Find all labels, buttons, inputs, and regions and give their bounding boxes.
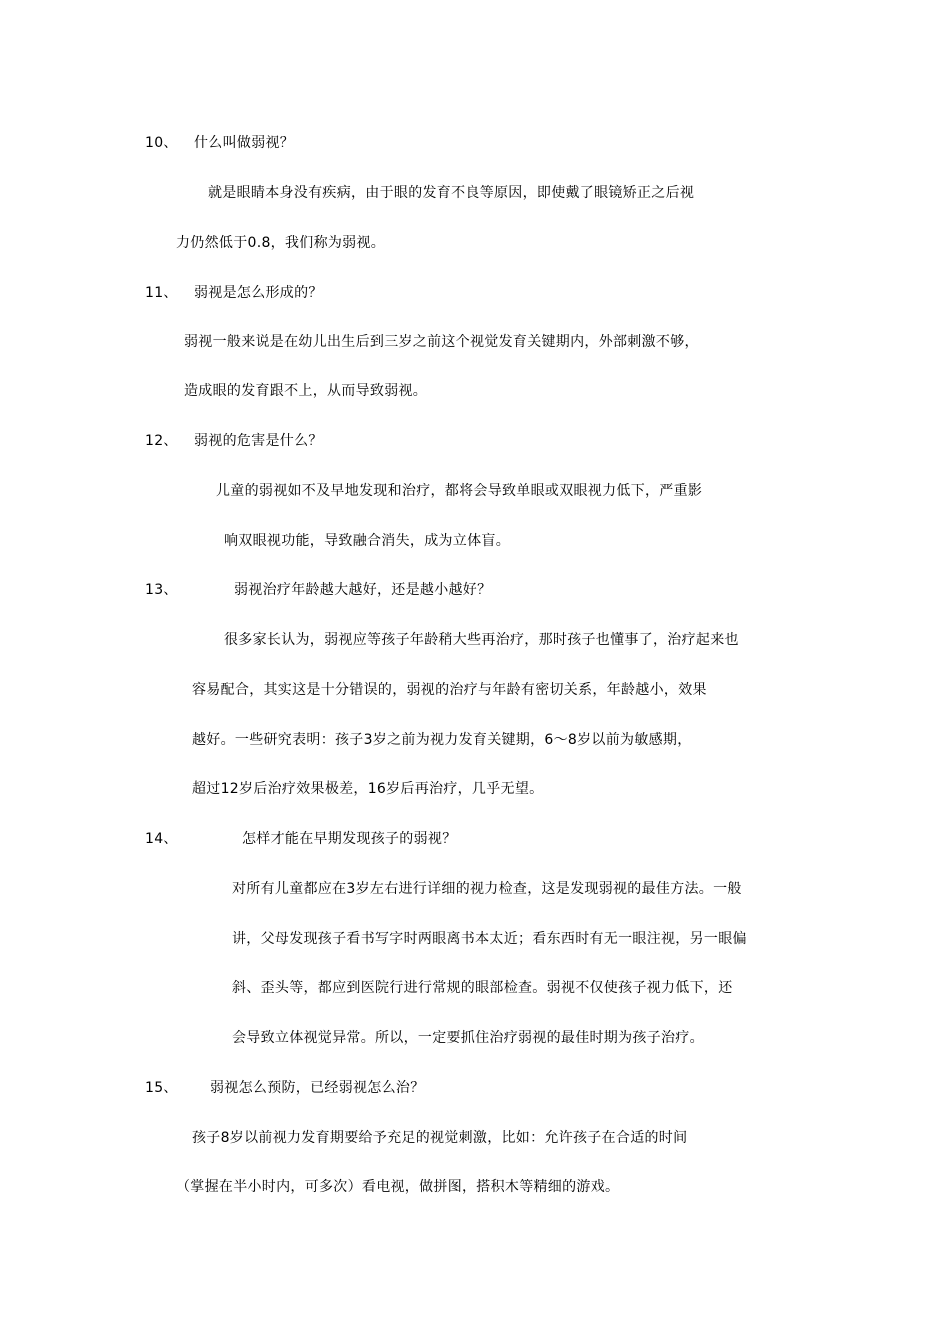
answer-line: 斜、歪头等，都应到医院行进行常规的眼部检查。弱视不仅使孩子视力低下，还 (232, 980, 733, 996)
question-number: 14、 (145, 831, 178, 847)
answer-line: 响双眼视功能，导致融合消失，成为立体盲。 (224, 533, 510, 549)
question-number: 15、 (145, 1080, 178, 1096)
answer-line: 超过12岁后治疗效果极差，16岁后再治疗，几乎无望。 (192, 781, 544, 797)
question-heading: 弱视怎么预防，已经弱视怎么治？ (210, 1080, 425, 1096)
question-heading: 弱视治疗年龄越大越好，还是越小越好？ (234, 582, 492, 598)
question-heading: 什么叫做弱视？ (194, 135, 295, 151)
answer-line: 儿童的弱视如不及早地发现和治疗，都将会导致单眼或双眼视力低下，严重影 (216, 483, 703, 499)
question-heading: 弱视的危害是什么？ (194, 433, 323, 449)
answer-line: 会导致立体视觉异常。所以，一定要抓住治疗弱视的最佳时期为孩子治疗。 (232, 1030, 704, 1046)
answer-line: 力仍然低于0.8，我们称为弱视。 (176, 235, 386, 251)
answer-line: 容易配合，其实这是十分错误的，弱视的治疗与年龄有密切关系，年龄越小，效果 (192, 682, 707, 698)
question-heading: 怎样才能在早期发现孩子的弱视？ (242, 831, 457, 847)
question-number: 13、 (145, 582, 178, 598)
answer-line: 造成眼的发育跟不上，从而导致弱视。 (184, 383, 428, 399)
question-number: 11、 (145, 285, 178, 301)
question-heading: 弱视是怎么形成的？ (194, 285, 323, 301)
answer-line: 孩子8岁以前视力发育期要给予充足的视觉刺激，比如：允许孩子在合适的时间 (192, 1130, 688, 1146)
question-number: 12、 (145, 433, 178, 449)
answer-line: 越好。一些研究表明：孩子3岁之前为视力发育关键期，6～8岁以前为敏感期， (192, 732, 692, 748)
answer-line: 很多家长认为，弱视应等孩子年龄稍大些再治疗，那时孩子也懂事了，治疗起来也 (224, 632, 739, 648)
answer-line: 就是眼睛本身没有疾病，由于眼的发育不良等原因，即使戴了眼镜矫正之后视 (208, 185, 695, 201)
answer-line: 弱视一般来说是在幼儿出生后到三岁之前这个视觉发育关键期内，外部刺激不够， (184, 334, 699, 350)
question-number: 10、 (145, 135, 178, 151)
answer-line: 对所有儿童都应在3岁左右进行详细的视力检查，这是发现弱视的最佳方法。一般 (232, 881, 742, 897)
answer-line: （掌握在半小时内，可多次）看电视，做拼图，搭积木等精细的游戏。 (176, 1179, 620, 1195)
answer-line: 讲，父母发现孩子看书写字时两眼离书本太近；看东西时有无一眼注视，另一眼偏 (232, 931, 747, 947)
